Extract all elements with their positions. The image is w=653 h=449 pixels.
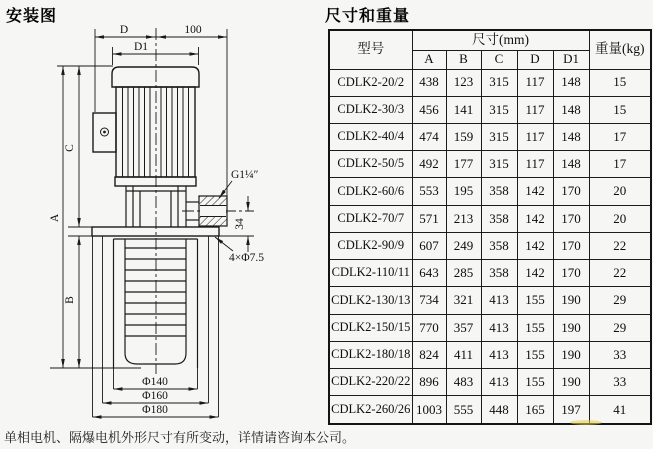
lantern-support <box>126 186 199 227</box>
dim-cell: 413 <box>481 287 517 314</box>
col-header-d: D <box>517 50 553 69</box>
scan-artifact <box>570 420 602 425</box>
col-header-b: B <box>446 50 481 69</box>
weight-cell: 17 <box>589 123 651 150</box>
model-cell: CDLK2-260/26 <box>329 396 412 424</box>
model-cell: CDLK2-40/4 <box>329 123 412 150</box>
dim-cell: 555 <box>446 396 481 424</box>
dia140-label: Φ140 <box>142 376 168 388</box>
dim-cell: 197 <box>553 396 589 424</box>
dim-cell: 413 <box>481 369 517 396</box>
header-row-1 <box>329 30 651 50</box>
dim-cell: 358 <box>481 205 517 232</box>
dim-cell: 213 <box>446 205 481 232</box>
pump-barrel <box>114 239 198 368</box>
dim-cell: 483 <box>446 369 481 396</box>
holes-label: 4×Φ7.5 <box>229 252 265 264</box>
dia180-label: Φ180 <box>142 404 168 416</box>
dim-cell: 195 <box>446 178 481 205</box>
table-row <box>329 260 651 287</box>
table-row <box>329 369 651 396</box>
model-cell: CDLK2-220/22 <box>329 369 412 396</box>
weight-cell: 20 <box>589 205 651 232</box>
dim-cell: 413 <box>481 341 517 368</box>
col-header-weight: 重量(kg) <box>589 30 651 69</box>
dim-cell: 438 <box>412 69 446 96</box>
diagram-title: 安装图 <box>6 8 58 25</box>
dim-cell: 117 <box>517 96 553 123</box>
weight-cell: 15 <box>589 96 651 123</box>
dim-cell: 142 <box>517 260 553 287</box>
col-header-c: C <box>481 50 517 69</box>
weight-cell: 33 <box>589 341 651 368</box>
dim-cell: 155 <box>517 287 553 314</box>
weight-cell: 33 <box>589 369 651 396</box>
dim-cell: 170 <box>553 232 589 259</box>
dim-cell: 117 <box>517 123 553 150</box>
dim-cell: 170 <box>553 178 589 205</box>
dim-cell: 148 <box>553 123 589 150</box>
model-cell: CDLK2-50/5 <box>329 151 412 178</box>
dim-cell: 177 <box>446 151 481 178</box>
dim-cell: 190 <box>553 369 589 396</box>
dim-cell: 413 <box>481 314 517 341</box>
dim-cell: 142 <box>517 205 553 232</box>
dim-cell: 249 <box>446 232 481 259</box>
dim-cell: 170 <box>553 260 589 287</box>
model-cell: CDLK2-150/15 <box>329 314 412 341</box>
dim-cell: 165 <box>517 396 553 424</box>
installation-diagram <box>0 0 325 449</box>
dim-cell: 190 <box>553 341 589 368</box>
dim-label-34: 34 <box>234 218 246 230</box>
col-header-d1: D1 <box>553 50 589 69</box>
dim-label-c: C <box>64 144 76 152</box>
motor-base <box>115 177 196 186</box>
dim-cell: 142 <box>517 178 553 205</box>
table-title: 尺寸和重量 <box>325 8 411 25</box>
dim-cell: 734 <box>412 287 446 314</box>
dim-cell: 315 <box>481 151 517 178</box>
model-cell: CDLK2-30/3 <box>329 96 412 123</box>
dim-cell: 117 <box>517 69 553 96</box>
footer-note: 单相电机、隔爆电机外形尺寸有所变动，详情请咨询本公司。 <box>4 430 356 445</box>
dim-cell: 358 <box>481 178 517 205</box>
weight-cell: 15 <box>589 69 651 96</box>
dim-cell: 492 <box>412 151 446 178</box>
table-row <box>329 96 651 123</box>
dim-cell: 571 <box>412 205 446 232</box>
table-body <box>329 69 651 424</box>
dim-cell: 148 <box>553 151 589 178</box>
dim-label-d1: D1 <box>133 41 149 53</box>
dim-cell: 170 <box>553 205 589 232</box>
dim-cell: 448 <box>481 396 517 424</box>
weight-cell: 22 <box>589 260 651 287</box>
dim-label-a: A <box>49 213 61 223</box>
dim-cell: 315 <box>481 69 517 96</box>
model-cell: CDLK2-130/13 <box>329 287 412 314</box>
dim-cell: 148 <box>553 69 589 96</box>
col-header-a: A <box>412 50 446 69</box>
dim-cell: 456 <box>412 96 446 123</box>
model-cell: CDLK2-180/18 <box>329 341 412 368</box>
model-cell: CDLK2-90/9 <box>329 232 412 259</box>
table-row <box>329 341 651 368</box>
dim-cell: 1003 <box>412 396 446 424</box>
weight-cell: 20 <box>589 178 651 205</box>
table-row <box>329 287 651 314</box>
dim-cell: 643 <box>412 260 446 287</box>
table-row <box>329 151 651 178</box>
weight-cell: 17 <box>589 151 651 178</box>
dim-cell: 358 <box>481 260 517 287</box>
weight-cell: 22 <box>589 232 651 259</box>
table-row <box>329 178 651 205</box>
dim-cell: 148 <box>553 96 589 123</box>
dim-cell: 770 <box>412 314 446 341</box>
col-header-dims: 尺寸(mm) <box>412 30 589 50</box>
motor-ribs <box>123 87 189 177</box>
dim-label-b: B <box>64 296 76 304</box>
dim-cell: 117 <box>517 151 553 178</box>
dim-cell: 357 <box>446 314 481 341</box>
table-row <box>329 314 651 341</box>
dim-cell: 553 <box>412 178 446 205</box>
dim-cell: 474 <box>412 123 446 150</box>
weight-cell: 41 <box>589 396 651 424</box>
dim-cell: 411 <box>446 341 481 368</box>
dim-cell: 285 <box>446 260 481 287</box>
dim-cell: 358 <box>481 232 517 259</box>
diagram-labels <box>49 24 264 416</box>
dim-cell: 315 <box>481 123 517 150</box>
model-cell: CDLK2-110/11 <box>329 260 412 287</box>
dim-cell: 607 <box>412 232 446 259</box>
dim-cell: 155 <box>517 314 553 341</box>
model-cell: CDLK2-70/7 <box>329 205 412 232</box>
dim-cell: 315 <box>481 96 517 123</box>
dim-cell: 142 <box>517 232 553 259</box>
dia160-label: Φ160 <box>142 390 168 402</box>
motor-cap <box>112 67 199 87</box>
dim-cell: 123 <box>446 69 481 96</box>
model-cell: CDLK2-20/2 <box>329 69 412 96</box>
table-row <box>329 69 651 96</box>
dim-cell: 141 <box>446 96 481 123</box>
dim-cell: 321 <box>446 287 481 314</box>
dim-label-d: D <box>119 24 129 36</box>
spec-table <box>328 29 652 425</box>
dim-cell: 190 <box>553 314 589 341</box>
weight-cell: 29 <box>589 314 651 341</box>
table-row <box>329 205 651 232</box>
col-header-model: 型号 <box>329 30 412 69</box>
pipe-port <box>199 196 227 226</box>
dim-label-100: 100 <box>184 24 202 36</box>
dim-cell: 159 <box>446 123 481 150</box>
thread-label: G1¼″ <box>231 169 259 181</box>
dim-cell: 155 <box>517 369 553 396</box>
mounting-flange <box>92 227 219 236</box>
dim-cell: 190 <box>553 287 589 314</box>
dim-cell: 824 <box>412 341 446 368</box>
table-row <box>329 232 651 259</box>
dim-cell: 896 <box>412 369 446 396</box>
table-row <box>329 123 651 150</box>
model-cell: CDLK2-60/6 <box>329 178 412 205</box>
weight-cell: 29 <box>589 287 651 314</box>
table-row <box>329 396 651 424</box>
dim-cell: 155 <box>517 341 553 368</box>
